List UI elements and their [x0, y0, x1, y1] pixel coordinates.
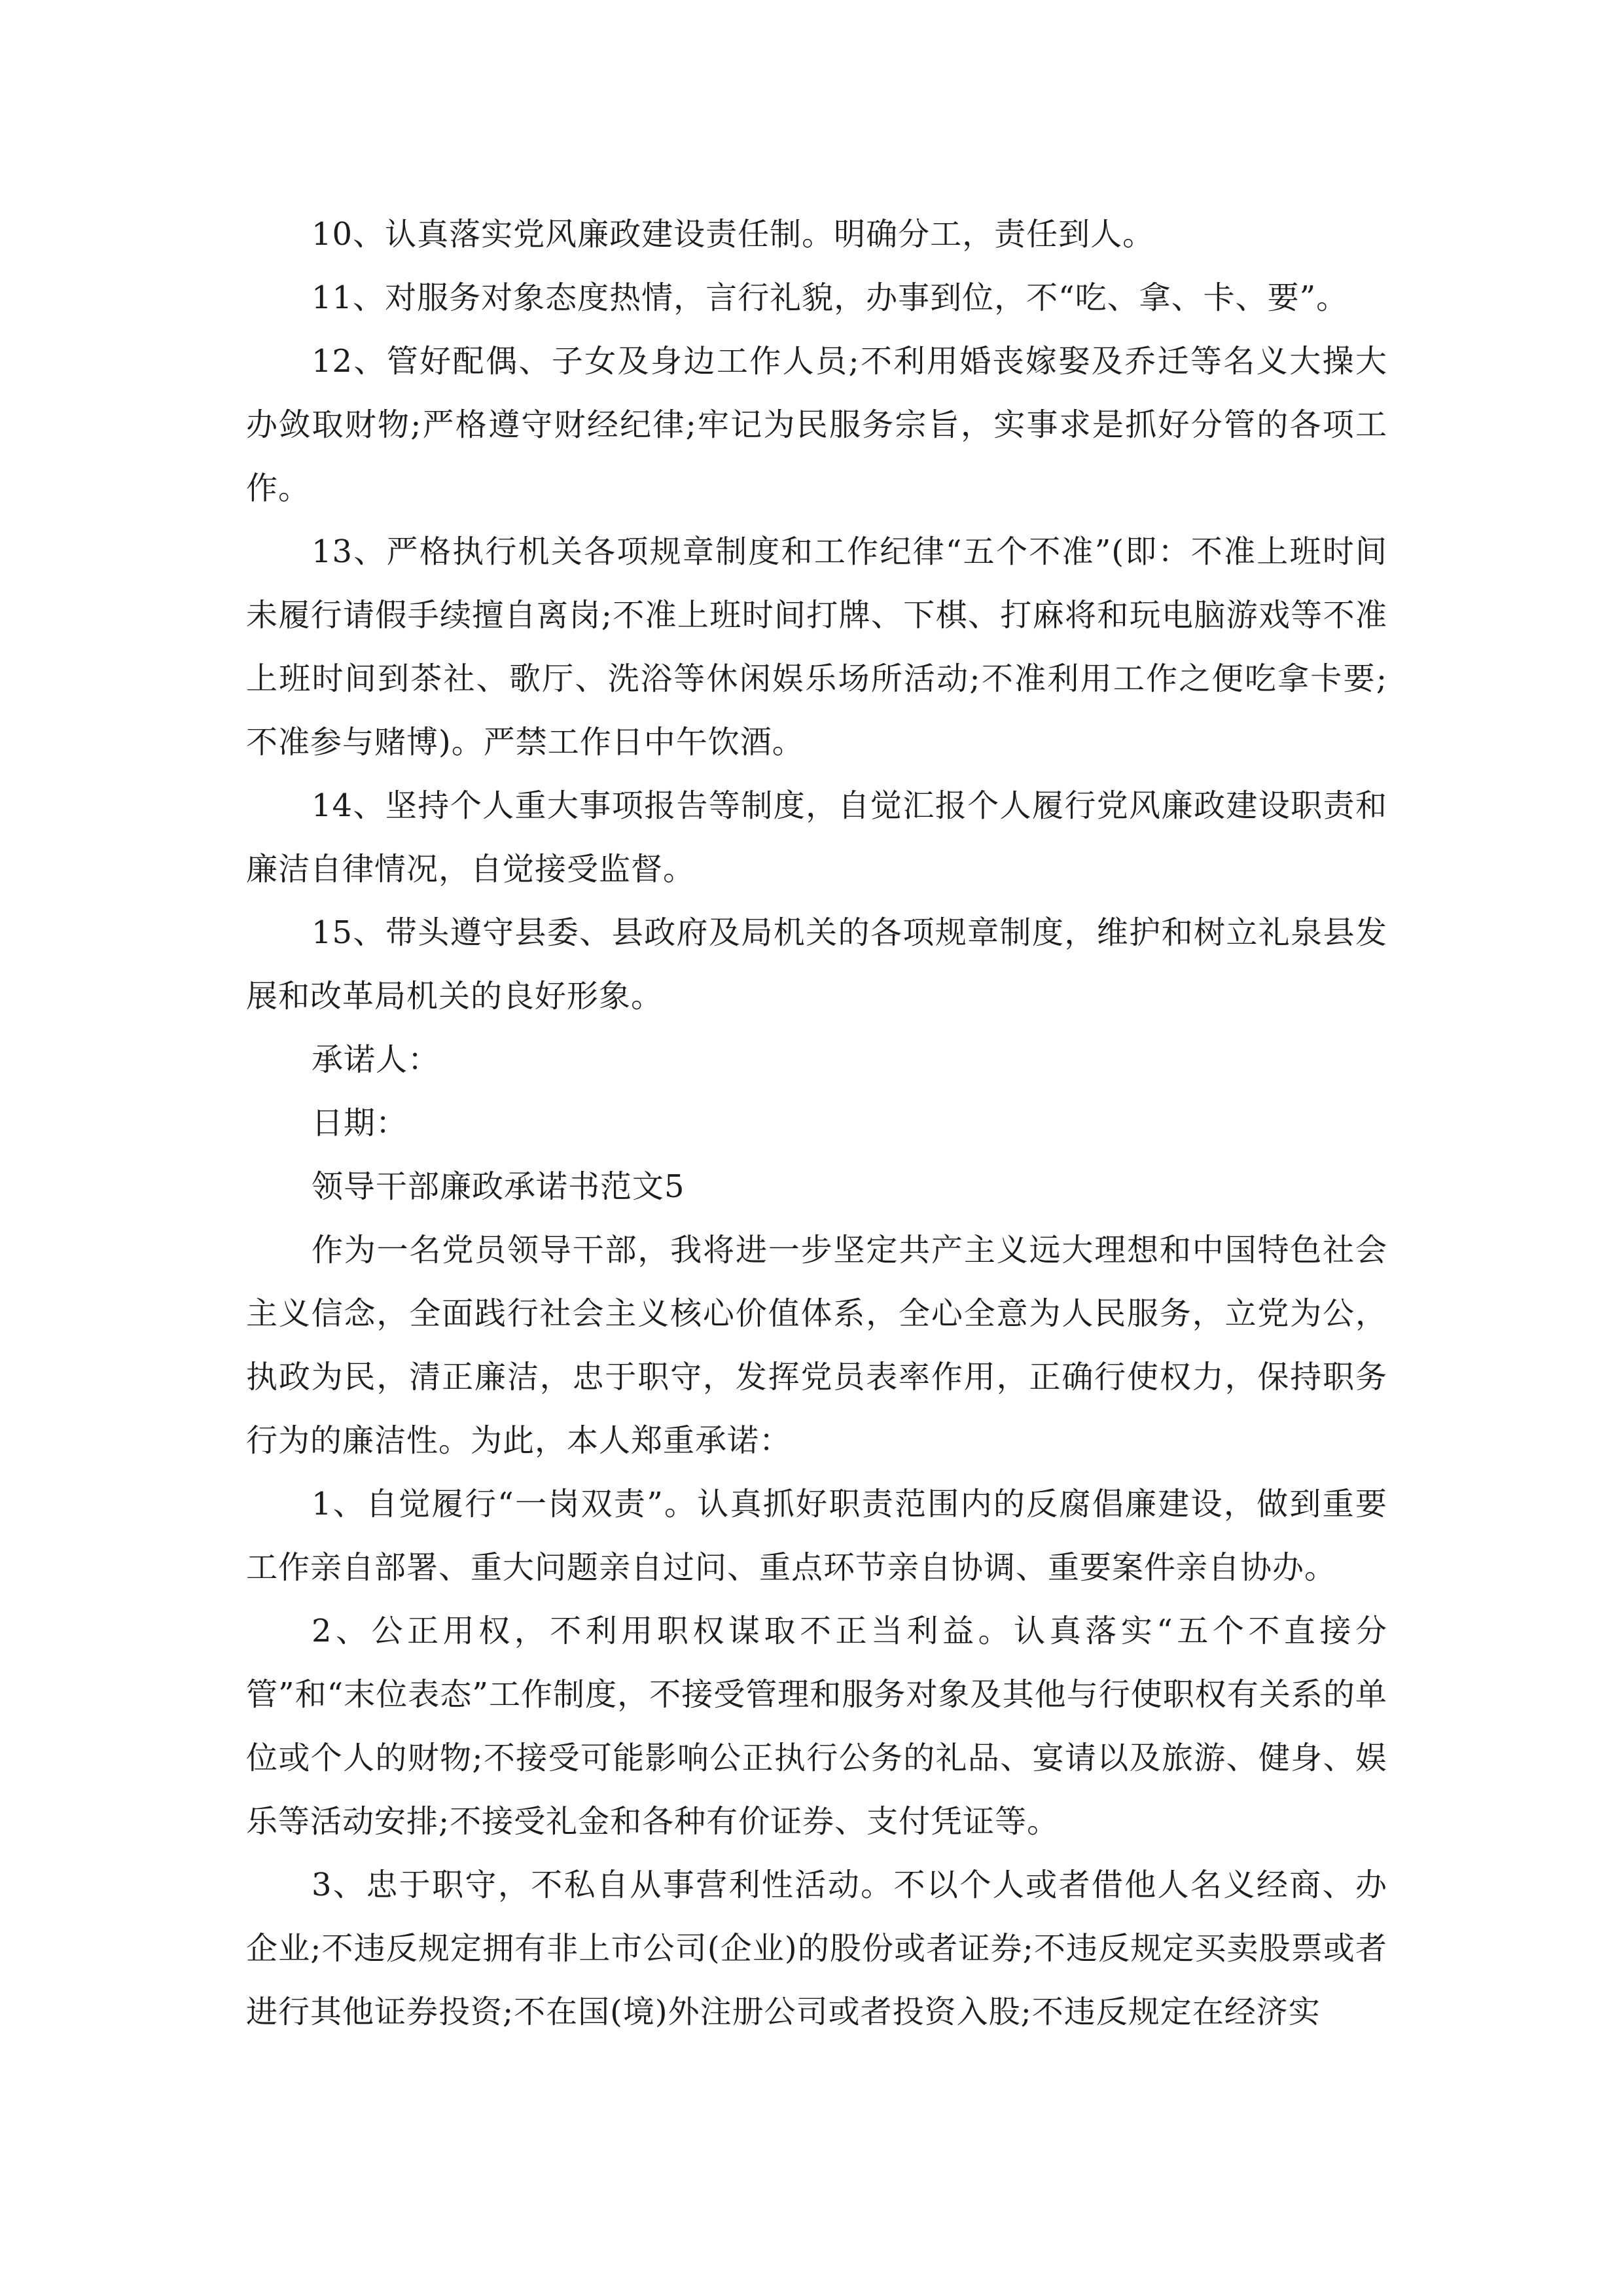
paragraph-item-11: 11、对服务对象态度热情，言行礼貌，办事到位，不“吃、拿、卡、要”。 [312, 279, 1349, 316]
paragraph-item-14: 14、坚持个人重大事项报告等制度，自觉汇报个人履行党风廉政建设职责和廉洁自律情况，自觉接受监督。 [246, 787, 1387, 888]
section-title: 领导干部廉政承诺书范文5 [312, 1168, 685, 1205]
paragraph-item-13: 13、严格执行机关各项规章制度和工作纪律“五个不准”(即：不准上班时间未履行请假手续擅自离岗;不准上班时间打牌、下棋、打麻将和玩电脑游戏等不准上班时间到茶社、歌厅、洗浴等休闲娱乐场所活动;不准利用工作之便吃拿卡要;不准参与赌博)。严禁工作日中午饮酒。 [246, 533, 1387, 761]
paragraph-item-3: 3、忠于职守，不私自从事营利性活动。不以个人或者借他人名义经商、办企业;不违反规定拥有非上市公司(企业)的股份或者证券;不违反规定买卖股票或者进行其他证券投资;不在国(境)外注册公司或者投资入股;不违反规定在经济实 [246, 1867, 1387, 2030]
promiser-label: 承诺人： [312, 1041, 440, 1078]
intro-paragraph: 作为一名党员领导干部，我将进一步坚定共产主义远大理想和中国特色社会主义信念，全面践行社会主义核心价值体系，全心全意为人民服务，立党为公，执政为民，清正廉洁，忠于职守，发挥党员表率作用，正确行使权力，保持职务行为的廉洁性。为此，本人郑重承诺： [246, 1232, 1387, 1459]
paragraph-item-12: 12、管好配偶、子女及身边工作人员;不利用婚丧嫁娶及乔迁等名义大操大办敛取财物;严格遵守财经纪律;牢记为民服务宗旨，实事求是抓好分管的各项工作。 [246, 343, 1387, 507]
paragraph-item-2: 2、公正用权，不利用职权谋取不正当利益。认真落实“五个不直接分管”和“末位表态”工作制度，不接受管理和服务对象及其他与行使职权有关系的单位或个人的财物;不接受可能影响公正执行公务的礼品、宴请以及旅游、健身、娱乐等活动安排;不接受礼金和各种有价证券、支付凭证等。 [246, 1613, 1387, 1840]
date-label: 日期： [312, 1105, 408, 1141]
paragraph-item-10: 10、认真落实党风廉政建设责任制。明确分工，责任到人。 [312, 216, 1155, 253]
document-body [246, 203, 1387, 2044]
paragraph-item-15: 15、带头遵守县委、县政府及局机关的各项规章制度，维护和树立礼泉县发展和改革局机关的良好形象。 [246, 914, 1387, 1014]
paragraph-item-1: 1、自觉履行“一岗双责”。认真抓好职责范围内的反腐倡廉建设，做到重要工作亲自部署、重大问题亲自过问、重点环节亲自协调、重要案件亲自协办。 [246, 1486, 1387, 1586]
